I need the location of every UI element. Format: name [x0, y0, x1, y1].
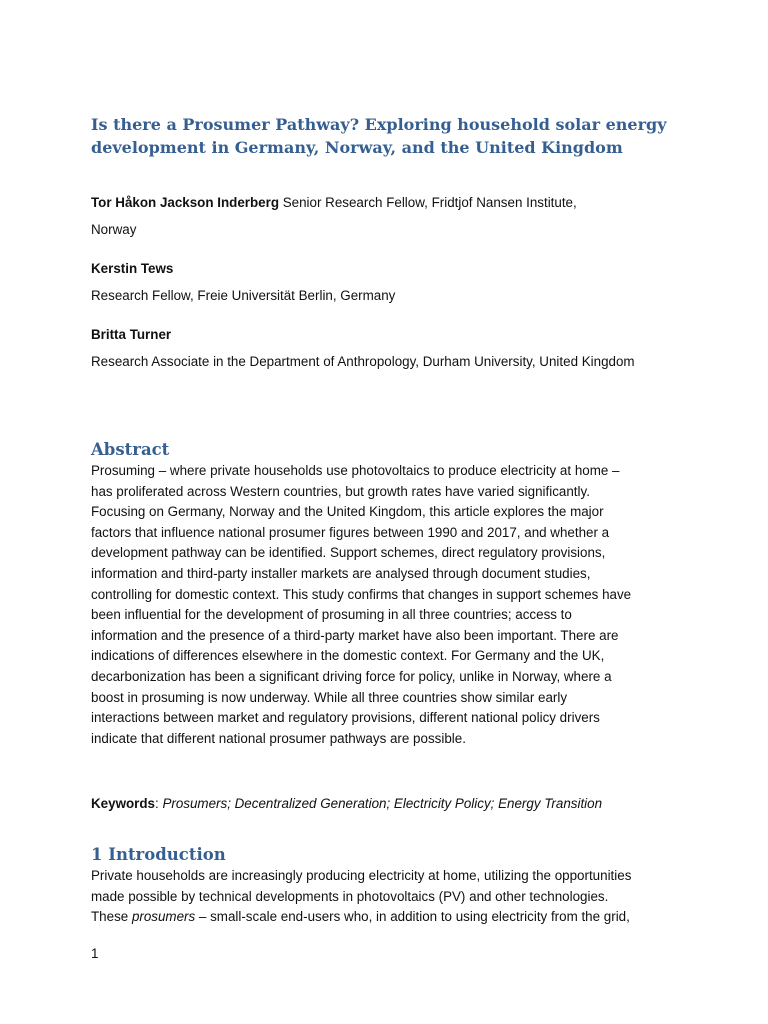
abstract-body [91, 461, 691, 749]
author-1 [91, 194, 691, 212]
title-line-2: development in Germany, Norway, and the United Kingdom [91, 137, 623, 157]
abstract-line: Prosuming – where private households use photovoltaics to produce electricity at home – [91, 463, 620, 478]
abstract-line: Focusing on Germany, Norway and the United Kingdom, this article explores the major [91, 504, 604, 520]
abstract-line: been influential for the development of prosuming in all three countries; access to [91, 607, 572, 623]
abstract-line: information and third-party installer markets are analysed through document studies, [91, 565, 591, 581]
author-2-affiliation: Research Fellow, Freie Universität Berlin, Germany [91, 288, 396, 303]
intro-line: made possible by technical developments in photovoltaics (PV) and other technologies. [91, 888, 609, 904]
author-1-name: Tor Håkon Jackson Inderberg [91, 195, 280, 210]
author-1-affiliation: Senior Research Fellow, Fridtjof Nansen Institute, [279, 195, 577, 210]
keywords-separator: : [155, 796, 163, 811]
abstract-heading: Abstract [91, 440, 170, 459]
intro-line: Private households are increasingly producing electricity at home, utilizing the opportunities [91, 868, 632, 883]
abstract-line: has proliferated across Western countries, but growth rates have varied significantly. [91, 483, 590, 499]
intro-line [91, 907, 691, 928]
keywords [91, 795, 711, 813]
page-number: 1 [91, 946, 99, 961]
keywords-list: Prosumers; Decentralized Generation; Electricity Policy; Energy Transition [162, 796, 603, 811]
abstract-line: factors that influence national prosumer figures between 1990 and 2017, and whether a [91, 524, 610, 540]
introduction-heading: 1 Introduction [91, 845, 226, 864]
title-line-1: Is there a Prosumer Pathway? Exploring household solar energy [91, 115, 667, 134]
abstract-line: controlling for domestic context. This study confirms that changes in support schemes have [91, 586, 632, 602]
abstract-line: information and the presence of a third-party market have also been important. There are [91, 627, 619, 643]
abstract-line: boost in prosuming is now underway. While all three countries show similar early [91, 689, 568, 705]
author-3-affiliation: Research Associate in the Department of Anthropology, Durham University, United Kingdom [91, 354, 635, 369]
author-1-affiliation-cont: Norway [91, 222, 137, 237]
abstract-line: indications of differences elsewhere in the domestic context. For Germany and the UK, [91, 648, 605, 664]
paper-title [91, 114, 691, 159]
author-2-name: Kerstin Tews [91, 261, 174, 276]
author-3-name: Britta Turner [91, 327, 172, 342]
abstract-line: development pathway can be identified. Support schemes, direct regulatory provisions, [91, 545, 606, 561]
intro-line3-pre: These [91, 909, 132, 925]
abstract-line: indicate that different national prosumer pathways are possible. [91, 730, 466, 746]
abstract-line: interactions between market and regulatory provisions, different national policy drivers [91, 710, 600, 726]
abstract-line: decarbonization has been a significant driving force for policy, unlike in Norway, where a [91, 668, 612, 684]
intro-prosumers-term: prosumers [131, 909, 196, 925]
intro-line3-post: – small-scale end-users who, in addition to using electricity from the grid, [195, 909, 630, 925]
keywords-label: Keywords [91, 796, 155, 811]
introduction-body [91, 866, 691, 928]
